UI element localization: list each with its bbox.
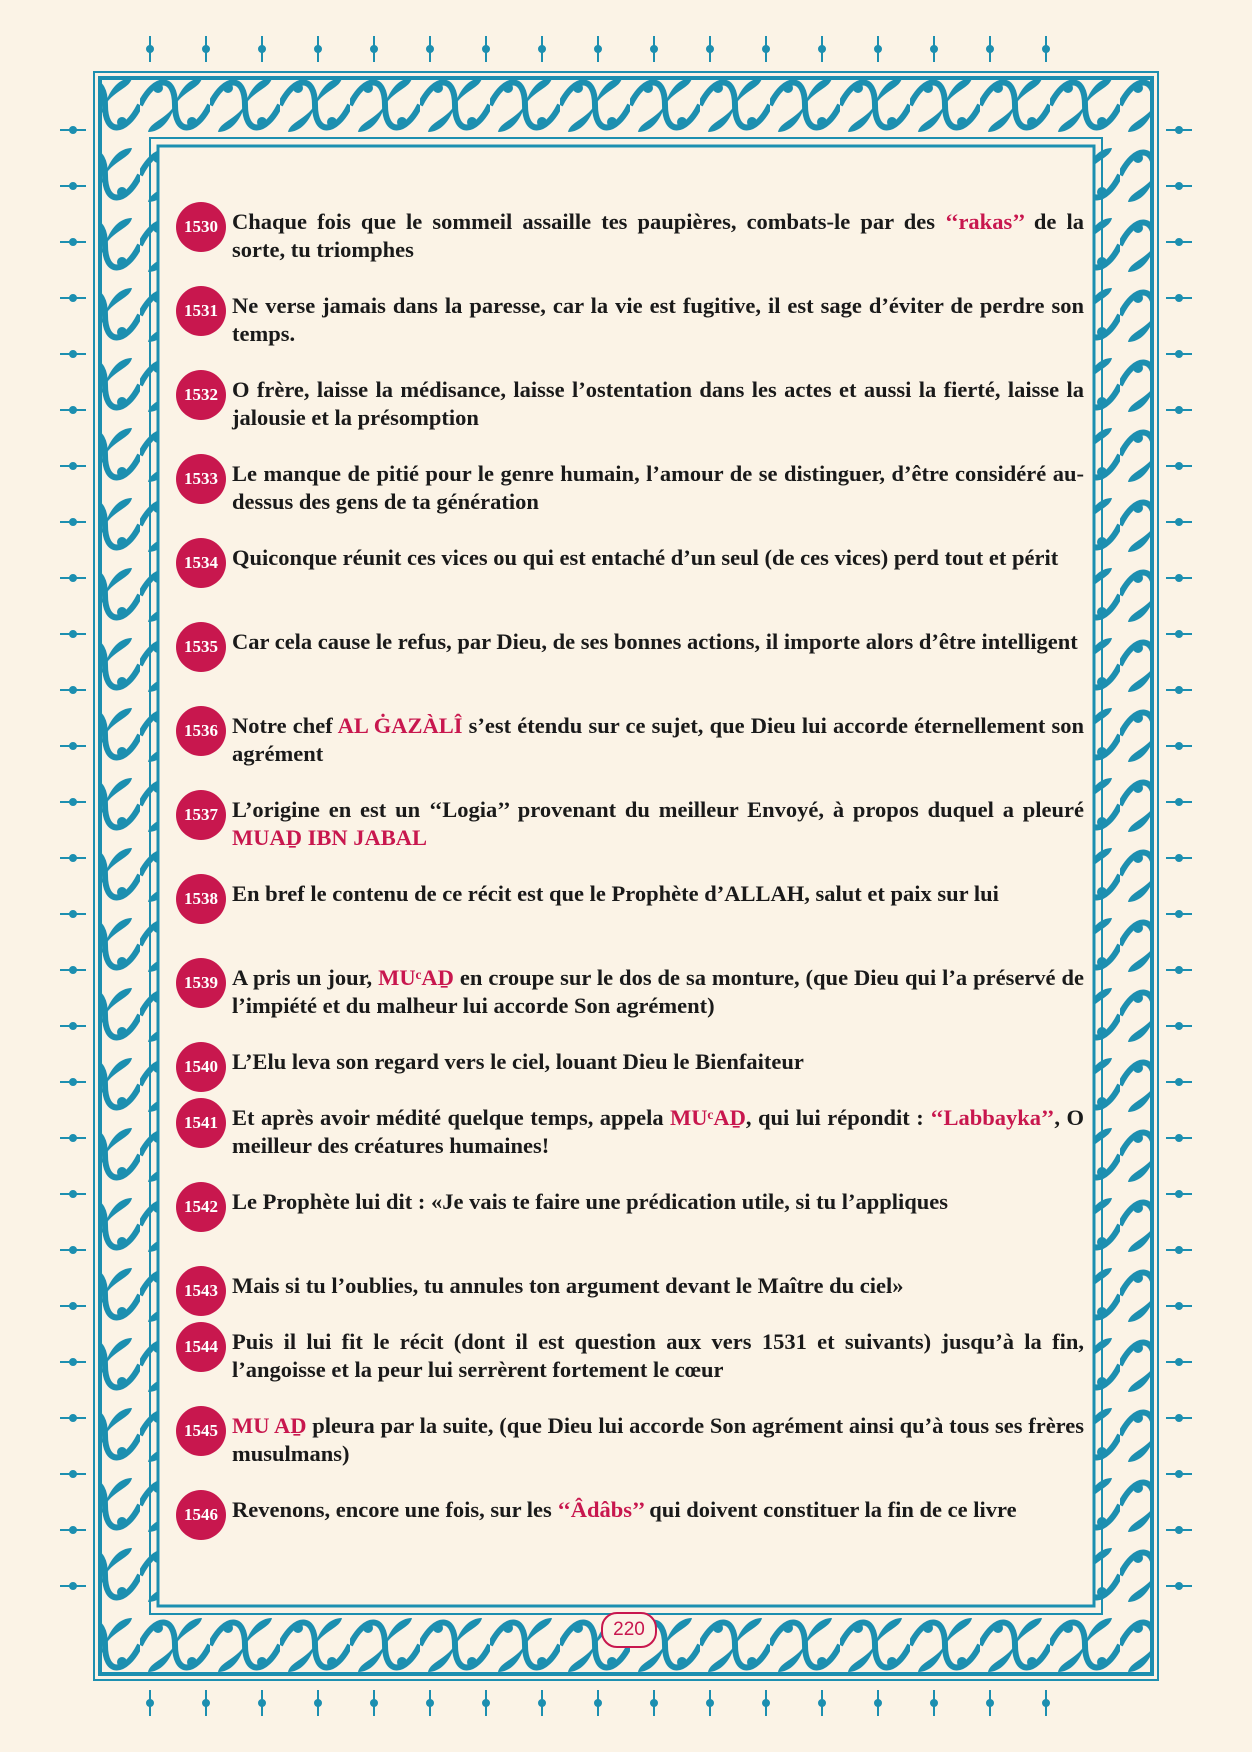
- verse-text-segment: pleura par la suite, (que Dieu lui accorde Son agrément ainsi qu’à tous ses frères musulmans): [232, 1413, 1084, 1466]
- verse-text: [232, 964, 1084, 1020]
- highlighted-term: ‘‘rakas’’: [945, 209, 1024, 234]
- verse-text: [232, 1048, 1084, 1076]
- verse-text: [232, 1272, 1084, 1300]
- verse-1545: [176, 1412, 1084, 1468]
- verse-1537: [176, 796, 1084, 852]
- verse-text-segment: qui doivent constituer la fin de ce livre: [643, 1497, 1017, 1522]
- verse-number-badge: 1531: [176, 286, 226, 336]
- verse-1536: [176, 712, 1084, 768]
- verse-number-badge: 1542: [176, 1182, 226, 1232]
- verse-number-badge: 1530: [176, 202, 226, 252]
- verse-1530: [176, 208, 1084, 264]
- verse-text-segment: L’origine en est un ‘‘Logia’’ provenant du meilleur Envoyé, à propos duquel a pleuré: [232, 797, 1084, 822]
- verse-number-badge: 1544: [176, 1322, 226, 1372]
- verse-text-segment: Mais si tu l’oublies, tu annules ton argument devant le Maître du ciel»: [232, 1273, 904, 1298]
- verse-text-segment: , qui lui répondit :: [745, 1105, 931, 1130]
- verse-number-badge: 1536: [176, 706, 226, 756]
- verse-text: [232, 460, 1084, 516]
- verse-text-segment: Car cela cause le refus, par Dieu, de ses bonnes actions, il importe alors d’être intelligent: [232, 629, 1078, 654]
- verse-number-badge: 1543: [176, 1266, 226, 1316]
- verse-number-badge: 1532: [176, 370, 226, 420]
- verse-text-segment: Et après avoir médité quelque temps, appela: [232, 1105, 671, 1130]
- verse-number-badge: 1546: [176, 1490, 226, 1540]
- verse-text: [232, 376, 1084, 432]
- verse-text-segment: Le Prophète lui dit : «Je vais te faire une prédication utile, si tu l’appliques: [232, 1189, 949, 1214]
- verse-1533: [176, 460, 1084, 516]
- verse-text: [232, 1188, 1084, 1216]
- verse-number-badge: 1540: [176, 1042, 226, 1092]
- verse-text-segment: Puis il lui fit le récit (dont il est question aux vers 1531 et suivants) jusqu’à la fin, l’angoisse et la peur lui serrèrent fortement le cœur: [232, 1329, 1084, 1382]
- verse-text-segment: L’Elu leva son regard vers le ciel, louant Dieu le Bienfaiteur: [232, 1049, 804, 1074]
- verse-number-badge: 1534: [176, 538, 226, 588]
- verse-text-segment: O frère, laisse la médisance, laisse l’ostentation dans les actes et aussi la fierté, laisse la jalousie et la présomption: [232, 377, 1084, 430]
- verse-text-segment: Le manque de pitié pour le genre humain, l’amour de se distinguer, d’être considéré au-dessus des gens de ta génération: [232, 461, 1084, 514]
- highlighted-term: AL ĠAZÀLÎ: [337, 713, 463, 738]
- verse-text: [232, 208, 1084, 264]
- verse-text: [232, 880, 1084, 908]
- verse-number-badge: 1541: [176, 1098, 226, 1148]
- verse-1544: [176, 1328, 1084, 1384]
- verse-text: [232, 1104, 1084, 1160]
- verse-1534: [176, 544, 1084, 588]
- verse-text-segment: Notre chef: [232, 713, 338, 738]
- verse-text-segment: En bref le contenu de ce récit est que le Prophète d’ALLAH, salut et paix sur lui: [232, 881, 999, 906]
- verse-1539: [176, 964, 1084, 1020]
- verse-text: [232, 1412, 1084, 1468]
- verse-text-segment: A pris un jour,: [232, 965, 379, 990]
- verse-text: [232, 1496, 1084, 1524]
- verse-1538: [176, 880, 1084, 924]
- verse-text-segment: , O meilleur des créatures humaines!: [232, 1105, 1084, 1158]
- verse-1543: [176, 1272, 1084, 1316]
- verse-text-segment: en croupe sur le dos de sa monture, (que Dieu qui l’a préservé de l’impiété et du malheur lui accorde Son agrément): [232, 965, 1084, 1018]
- highlighted-term: MUAḎ IBN JABAL: [232, 825, 428, 850]
- highlighted-term: ‘‘Labbayka’’: [930, 1105, 1055, 1130]
- verse-text: [232, 292, 1084, 348]
- verse-number-badge: 1545: [176, 1406, 226, 1456]
- highlighted-term: MUᶜAḎ: [670, 1105, 746, 1130]
- verse-text-segment: Ne verse jamais dans la paresse, car la vie est fugitive, il est sage d’éviter de perdre son temps.: [232, 293, 1084, 346]
- verse-text-segment: de la sorte, tu triomphes: [232, 209, 1084, 262]
- verse-text: [232, 628, 1084, 656]
- verse-text: [232, 1328, 1084, 1384]
- verse-1535: [176, 628, 1084, 672]
- highlighted-term: MU AḎ: [232, 1413, 307, 1438]
- verse-text: [232, 544, 1084, 572]
- verse-number-badge: 1533: [176, 454, 226, 504]
- verse-number-badge: 1537: [176, 790, 226, 840]
- page-number: 220: [601, 1612, 657, 1648]
- verse-1532: [176, 376, 1084, 432]
- verse-text-segment: s’est étendu sur ce sujet, que Dieu lui accorde éternellement son agrément: [232, 713, 1084, 766]
- verse-text-segment: Quiconque réunit ces vices ou qui est entaché d’un seul (de ces vices) perd tout et périt: [232, 545, 1059, 570]
- highlighted-term: ‘‘Âdâbs’’: [557, 1497, 644, 1522]
- verse-text-segment: Chaque fois que le sommeil assaille tes paupières, combats-le par des: [232, 209, 946, 234]
- verse-number-badge: 1539: [176, 958, 226, 1008]
- verse-text: [232, 712, 1084, 768]
- verse-text-segment: Revenons, encore une fois, sur les: [232, 1497, 558, 1522]
- verse-1541: [176, 1104, 1084, 1160]
- verse-1540: [176, 1048, 1084, 1092]
- verse-1542: [176, 1188, 1084, 1232]
- verse-1531: [176, 292, 1084, 348]
- verse-number-badge: 1535: [176, 622, 226, 672]
- verse-1546: [176, 1496, 1084, 1540]
- highlighted-term: MUᶜAḎ: [378, 965, 454, 990]
- verse-text: [232, 796, 1084, 852]
- verse-number-badge: 1538: [176, 874, 226, 924]
